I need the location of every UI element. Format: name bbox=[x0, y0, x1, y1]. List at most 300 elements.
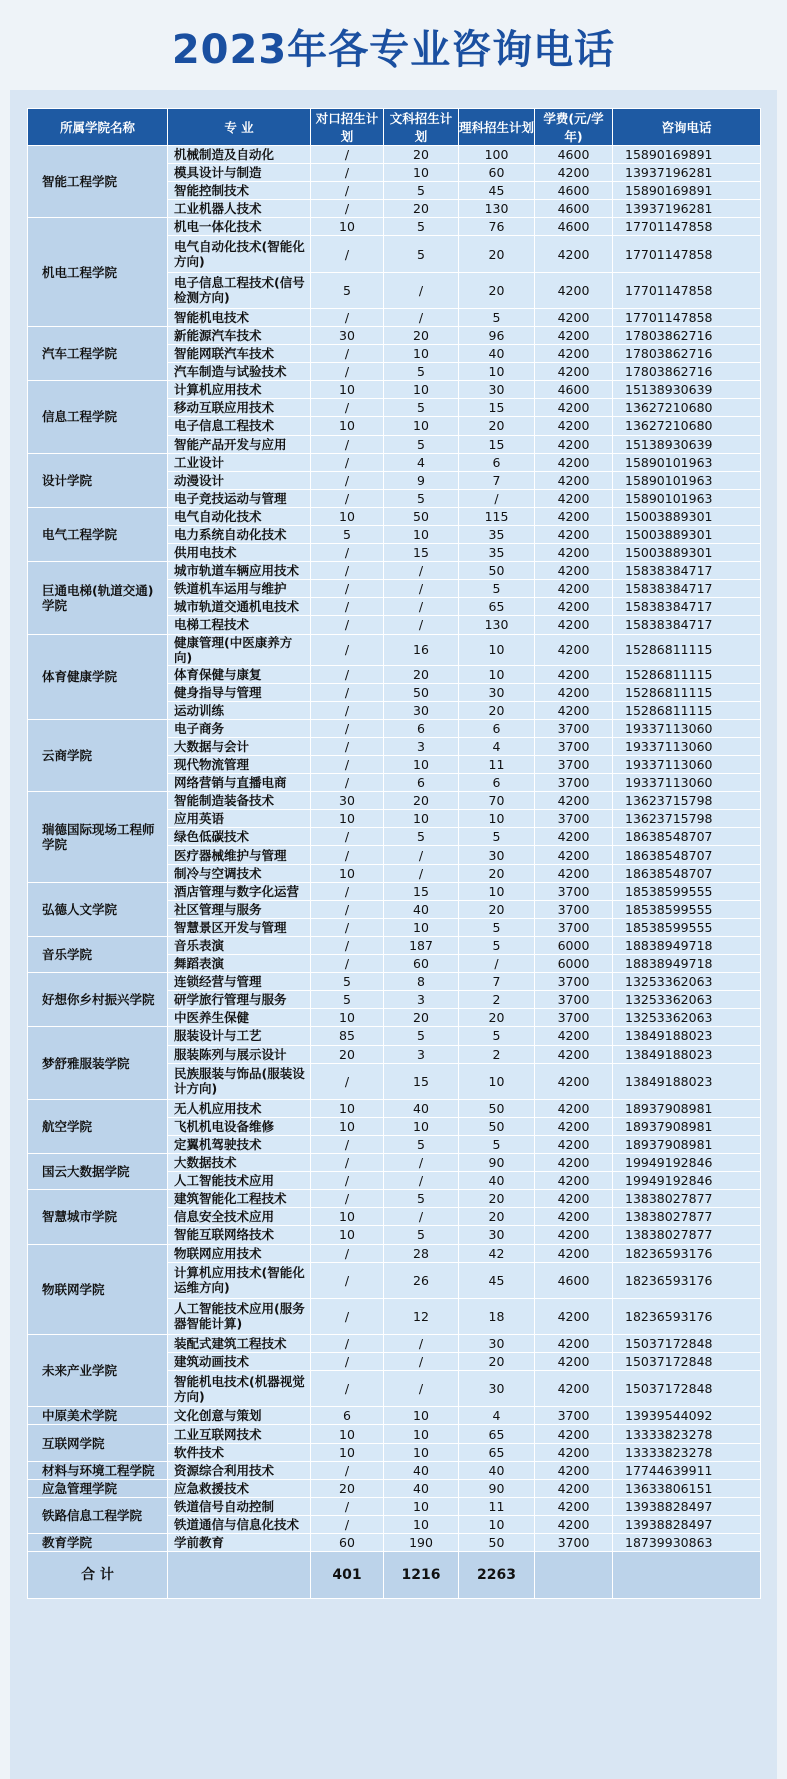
phone-cell: 18937908981 bbox=[613, 1135, 761, 1153]
dk-cell: / bbox=[311, 1154, 384, 1172]
dk-cell: / bbox=[311, 1515, 384, 1533]
header-row bbox=[28, 109, 761, 146]
wk-cell: 20 bbox=[384, 200, 459, 218]
dk-cell: 20 bbox=[311, 1479, 384, 1497]
wk-cell: 10 bbox=[384, 918, 459, 936]
dk-cell: / bbox=[311, 345, 384, 363]
fee-cell: 4200 bbox=[535, 489, 613, 507]
table-row bbox=[28, 1335, 761, 1353]
lk-cell: 30 bbox=[459, 381, 535, 399]
major-cell: 网络营销与直播电商 bbox=[168, 774, 311, 792]
phone-cell: 19949192846 bbox=[613, 1154, 761, 1172]
phone-cell: 15003889301 bbox=[613, 525, 761, 543]
dk-cell: 10 bbox=[311, 1099, 384, 1117]
fee-cell: 3700 bbox=[535, 1534, 613, 1552]
dk-cell: 10 bbox=[311, 1009, 384, 1027]
fee-cell: 4200 bbox=[535, 1425, 613, 1443]
phone-cell: 13623715798 bbox=[613, 792, 761, 810]
lk-cell: 96 bbox=[459, 326, 535, 344]
wk-cell: 26 bbox=[384, 1262, 459, 1298]
lk-cell: 10 bbox=[459, 1063, 535, 1099]
fee-cell: 4200 bbox=[535, 1479, 613, 1497]
wk-cell: 28 bbox=[384, 1244, 459, 1262]
wk-cell: 10 bbox=[384, 1515, 459, 1533]
dk-cell: / bbox=[311, 882, 384, 900]
wk-cell: 3 bbox=[384, 991, 459, 1009]
major-cell: 动漫设计 bbox=[168, 471, 311, 489]
header-dk: 对口招生计划 bbox=[311, 109, 384, 146]
college-name: 瑞德国际现场工程师学院 bbox=[28, 792, 168, 882]
table-row bbox=[28, 882, 761, 900]
consult-table bbox=[27, 108, 761, 1599]
phone-cell: 18937908981 bbox=[613, 1117, 761, 1135]
lk-cell: 20 bbox=[459, 236, 535, 272]
lk-cell: 20 bbox=[459, 1009, 535, 1027]
lk-cell: 40 bbox=[459, 1172, 535, 1190]
major-cell: 移动互联应用技术 bbox=[168, 399, 311, 417]
wk-cell: / bbox=[384, 308, 459, 326]
lk-cell: 10 bbox=[459, 810, 535, 828]
wk-cell: 10 bbox=[384, 525, 459, 543]
college-name: 未来产业学院 bbox=[28, 1335, 168, 1407]
fee-cell: 4200 bbox=[535, 345, 613, 363]
table-row bbox=[28, 381, 761, 399]
fee-cell: 4200 bbox=[535, 1190, 613, 1208]
wk-cell: / bbox=[384, 846, 459, 864]
college-name: 材料与环境工程学院 bbox=[28, 1461, 168, 1479]
dk-cell: 10 bbox=[311, 1443, 384, 1461]
table-row bbox=[28, 1534, 761, 1552]
lk-cell: / bbox=[459, 489, 535, 507]
college-name: 电气工程学院 bbox=[28, 507, 168, 561]
phone-cell: 13333823278 bbox=[613, 1443, 761, 1461]
wk-cell: / bbox=[384, 562, 459, 580]
fee-cell: 3700 bbox=[535, 774, 613, 792]
wk-cell: 20 bbox=[384, 665, 459, 683]
total-spacer bbox=[168, 1552, 311, 1599]
phone-cell: 15286811115 bbox=[613, 701, 761, 719]
fee-cell: 4200 bbox=[535, 1298, 613, 1334]
table-row bbox=[28, 146, 761, 164]
fee-cell: 4600 bbox=[535, 182, 613, 200]
major-cell: 定翼机驾驶技术 bbox=[168, 1135, 311, 1153]
fee-cell: 4200 bbox=[535, 1117, 613, 1135]
college-name: 物联网学院 bbox=[28, 1244, 168, 1334]
college-name: 应急管理学院 bbox=[28, 1479, 168, 1497]
major-cell: 研学旅行管理与服务 bbox=[168, 991, 311, 1009]
major-cell: 建筑智能化工程技术 bbox=[168, 1190, 311, 1208]
table-row bbox=[28, 1190, 761, 1208]
phone-cell: 17803862716 bbox=[613, 345, 761, 363]
lk-cell: 20 bbox=[459, 701, 535, 719]
phone-cell: 17701147858 bbox=[613, 272, 761, 308]
dk-cell: / bbox=[311, 1298, 384, 1334]
dk-cell: / bbox=[311, 1244, 384, 1262]
dk-cell: 10 bbox=[311, 810, 384, 828]
lk-cell: 11 bbox=[459, 756, 535, 774]
fee-cell: 4200 bbox=[535, 598, 613, 616]
fee-cell: 4200 bbox=[535, 164, 613, 182]
major-cell: 医疗器械维护与管理 bbox=[168, 846, 311, 864]
total-wk: 1216 bbox=[384, 1552, 459, 1599]
phone-cell: 13938828497 bbox=[613, 1497, 761, 1515]
dk-cell: / bbox=[311, 1461, 384, 1479]
major-cell: 大数据技术 bbox=[168, 1154, 311, 1172]
college-name: 好想你乡村振兴学院 bbox=[28, 973, 168, 1027]
dk-cell: / bbox=[311, 399, 384, 417]
major-cell: 物联网应用技术 bbox=[168, 1244, 311, 1262]
table-row bbox=[28, 1027, 761, 1045]
lk-cell: 10 bbox=[459, 634, 535, 665]
major-cell: 绿色低碳技术 bbox=[168, 828, 311, 846]
phone-cell: 15286811115 bbox=[613, 634, 761, 665]
wk-cell: / bbox=[384, 598, 459, 616]
fee-cell: 4200 bbox=[535, 1497, 613, 1515]
wk-cell: / bbox=[384, 1335, 459, 1353]
dk-cell: / bbox=[311, 164, 384, 182]
fee-cell: 4200 bbox=[535, 435, 613, 453]
fee-cell: 4200 bbox=[535, 1515, 613, 1533]
table-body bbox=[28, 146, 761, 1552]
fee-cell: 4200 bbox=[535, 326, 613, 344]
lk-cell: 20 bbox=[459, 417, 535, 435]
dk-cell: / bbox=[311, 562, 384, 580]
phone-cell: 18638548707 bbox=[613, 846, 761, 864]
lk-cell: 15 bbox=[459, 435, 535, 453]
page-title: 2023年各专业咨询电话 bbox=[171, 27, 616, 73]
major-cell: 计算机应用技术 bbox=[168, 381, 311, 399]
table-row bbox=[28, 326, 761, 344]
table-row bbox=[28, 1461, 761, 1479]
lk-cell: 115 bbox=[459, 507, 535, 525]
table-row bbox=[28, 719, 761, 737]
dk-cell: / bbox=[311, 1190, 384, 1208]
lk-cell: 35 bbox=[459, 544, 535, 562]
wk-cell: 15 bbox=[384, 882, 459, 900]
fee-cell: 4200 bbox=[535, 1335, 613, 1353]
fee-cell: 4200 bbox=[535, 525, 613, 543]
table-row bbox=[28, 1154, 761, 1172]
phone-cell: 13849188023 bbox=[613, 1045, 761, 1063]
fee-cell: 4200 bbox=[535, 417, 613, 435]
wk-cell: 10 bbox=[384, 1443, 459, 1461]
dk-cell: / bbox=[311, 683, 384, 701]
phone-cell: 15890101963 bbox=[613, 489, 761, 507]
fee-cell: 4200 bbox=[535, 846, 613, 864]
wk-cell: 20 bbox=[384, 146, 459, 164]
fee-cell: 4600 bbox=[535, 218, 613, 236]
fee-cell: 4200 bbox=[535, 634, 613, 665]
fee-cell: 4200 bbox=[535, 580, 613, 598]
phone-cell: 13253362063 bbox=[613, 991, 761, 1009]
lk-cell: 50 bbox=[459, 1534, 535, 1552]
lk-cell: 6 bbox=[459, 719, 535, 737]
phone-cell: 13939544092 bbox=[613, 1407, 761, 1425]
dk-cell: 10 bbox=[311, 218, 384, 236]
wk-cell: 10 bbox=[384, 810, 459, 828]
phone-cell: 15838384717 bbox=[613, 562, 761, 580]
phone-cell: 15838384717 bbox=[613, 598, 761, 616]
major-cell: 软件技术 bbox=[168, 1443, 311, 1461]
major-cell: 健康管理(中医康养方向) bbox=[168, 634, 311, 665]
wk-cell: 5 bbox=[384, 1226, 459, 1244]
dk-cell: / bbox=[311, 598, 384, 616]
wk-cell: 5 bbox=[384, 1190, 459, 1208]
wk-cell: 16 bbox=[384, 634, 459, 665]
lk-cell: 30 bbox=[459, 1226, 535, 1244]
phone-cell: 13937196281 bbox=[613, 200, 761, 218]
dk-cell: / bbox=[311, 1497, 384, 1515]
wk-cell: 5 bbox=[384, 182, 459, 200]
major-cell: 社区管理与服务 bbox=[168, 900, 311, 918]
phone-cell: 13849188023 bbox=[613, 1063, 761, 1099]
header-major: 专 业 bbox=[168, 109, 311, 146]
major-cell: 工业互联网技术 bbox=[168, 1425, 311, 1443]
lk-cell: 90 bbox=[459, 1479, 535, 1497]
wk-cell: 40 bbox=[384, 900, 459, 918]
wk-cell: / bbox=[384, 272, 459, 308]
lk-cell: 50 bbox=[459, 1099, 535, 1117]
fee-cell: 3700 bbox=[535, 756, 613, 774]
fee-cell: 4200 bbox=[535, 701, 613, 719]
phone-cell: 13623715798 bbox=[613, 810, 761, 828]
major-cell: 模具设计与制造 bbox=[168, 164, 311, 182]
major-cell: 舞蹈表演 bbox=[168, 955, 311, 973]
fee-cell: 4200 bbox=[535, 507, 613, 525]
wk-cell: 8 bbox=[384, 973, 459, 991]
phone-cell: 13849188023 bbox=[613, 1027, 761, 1045]
phone-cell: 18236593176 bbox=[613, 1298, 761, 1334]
lk-cell: 6 bbox=[459, 774, 535, 792]
dk-cell: / bbox=[311, 1172, 384, 1190]
major-cell: 文化创意与策划 bbox=[168, 1407, 311, 1425]
phone-cell: 18538599555 bbox=[613, 900, 761, 918]
lk-cell: 18 bbox=[459, 1298, 535, 1334]
phone-cell: 15890169891 bbox=[613, 182, 761, 200]
fee-cell: 3700 bbox=[535, 991, 613, 1009]
college-name: 国云大数据学院 bbox=[28, 1154, 168, 1190]
phone-cell: 19337113060 bbox=[613, 737, 761, 755]
college-name: 弘德人文学院 bbox=[28, 882, 168, 936]
fee-cell: 4200 bbox=[535, 453, 613, 471]
fee-cell: 4200 bbox=[535, 1443, 613, 1461]
phone-cell: 15138930639 bbox=[613, 435, 761, 453]
dk-cell: / bbox=[311, 774, 384, 792]
fee-cell: 3700 bbox=[535, 918, 613, 936]
table-row bbox=[28, 507, 761, 525]
phone-cell: 15037172848 bbox=[613, 1353, 761, 1371]
wk-cell: / bbox=[384, 1172, 459, 1190]
lk-cell: 42 bbox=[459, 1244, 535, 1262]
lk-cell: 2 bbox=[459, 1045, 535, 1063]
wk-cell: / bbox=[384, 1208, 459, 1226]
wk-cell: 3 bbox=[384, 737, 459, 755]
major-cell: 铁道通信与信息化技术 bbox=[168, 1515, 311, 1533]
dk-cell: / bbox=[311, 1262, 384, 1298]
fee-cell: 4200 bbox=[535, 363, 613, 381]
fee-cell: 4200 bbox=[535, 1353, 613, 1371]
major-cell: 健身指导与管理 bbox=[168, 683, 311, 701]
major-cell: 音乐表演 bbox=[168, 936, 311, 954]
dk-cell: 5 bbox=[311, 272, 384, 308]
dk-cell: 10 bbox=[311, 381, 384, 399]
dk-cell: / bbox=[311, 756, 384, 774]
lk-cell: 30 bbox=[459, 1335, 535, 1353]
fee-cell: 4200 bbox=[535, 471, 613, 489]
wk-cell: 5 bbox=[384, 363, 459, 381]
major-cell: 电力系统自动化技术 bbox=[168, 525, 311, 543]
table-row bbox=[28, 1407, 761, 1425]
fee-cell: 3700 bbox=[535, 810, 613, 828]
fee-cell: 4200 bbox=[535, 1208, 613, 1226]
major-cell: 装配式建筑工程技术 bbox=[168, 1335, 311, 1353]
table-row bbox=[28, 973, 761, 991]
major-cell: 无人机应用技术 bbox=[168, 1099, 311, 1117]
phone-cell: 19949192846 bbox=[613, 1172, 761, 1190]
major-cell: 工业机器人技术 bbox=[168, 200, 311, 218]
major-cell: 民族服装与饰品(服装设计方向) bbox=[168, 1063, 311, 1099]
table-row bbox=[28, 1244, 761, 1262]
dk-cell: / bbox=[311, 936, 384, 954]
major-cell: 智能制造装备技术 bbox=[168, 792, 311, 810]
major-cell: 铁道信号自动控制 bbox=[168, 1497, 311, 1515]
phone-cell: 15003889301 bbox=[613, 544, 761, 562]
fee-cell: 3700 bbox=[535, 719, 613, 737]
college-name: 信息工程学院 bbox=[28, 381, 168, 453]
phone-cell: 13627210680 bbox=[613, 417, 761, 435]
phone-cell: 13633806151 bbox=[613, 1479, 761, 1497]
fee-cell: 4600 bbox=[535, 1262, 613, 1298]
major-cell: 智能网联汽车技术 bbox=[168, 345, 311, 363]
lk-cell: 5 bbox=[459, 1135, 535, 1153]
lk-cell: 5 bbox=[459, 308, 535, 326]
total-dk: 401 bbox=[311, 1552, 384, 1599]
phone-cell: 15286811115 bbox=[613, 665, 761, 683]
college-name: 汽车工程学院 bbox=[28, 326, 168, 380]
wk-cell: 40 bbox=[384, 1479, 459, 1497]
major-cell: 铁道机车运用与维护 bbox=[168, 580, 311, 598]
fee-cell: 4200 bbox=[535, 1099, 613, 1117]
lk-cell: 60 bbox=[459, 164, 535, 182]
wk-cell: 10 bbox=[384, 381, 459, 399]
fee-cell: 3700 bbox=[535, 1009, 613, 1027]
lk-cell: 30 bbox=[459, 846, 535, 864]
wk-cell: 3 bbox=[384, 1045, 459, 1063]
lk-cell: 4 bbox=[459, 737, 535, 755]
phone-cell: 18538599555 bbox=[613, 882, 761, 900]
lk-cell: 20 bbox=[459, 272, 535, 308]
wk-cell: 15 bbox=[384, 1063, 459, 1099]
major-cell: 汽车制造与试验技术 bbox=[168, 363, 311, 381]
wk-cell: / bbox=[384, 1371, 459, 1407]
wk-cell: 50 bbox=[384, 683, 459, 701]
major-cell: 计算机应用技术(智能化运维方向) bbox=[168, 1262, 311, 1298]
total-spacer-3 bbox=[613, 1552, 761, 1599]
major-cell: 智能控制技术 bbox=[168, 182, 311, 200]
phone-cell: 13838027877 bbox=[613, 1190, 761, 1208]
phone-cell: 18638548707 bbox=[613, 864, 761, 882]
wk-cell: 5 bbox=[384, 489, 459, 507]
phone-cell: 17701147858 bbox=[613, 236, 761, 272]
major-cell: 智能产品开发与应用 bbox=[168, 435, 311, 453]
dk-cell: / bbox=[311, 846, 384, 864]
wk-cell: 5 bbox=[384, 1135, 459, 1153]
total-lk: 2263 bbox=[459, 1552, 535, 1599]
dk-cell: / bbox=[311, 719, 384, 737]
wk-cell: / bbox=[384, 1154, 459, 1172]
college-name: 铁路信息工程学院 bbox=[28, 1497, 168, 1533]
wk-cell: 10 bbox=[384, 417, 459, 435]
dk-cell: / bbox=[311, 544, 384, 562]
dk-cell: / bbox=[311, 1353, 384, 1371]
major-cell: 电气自动化技术(智能化方向) bbox=[168, 236, 311, 272]
table-row bbox=[28, 218, 761, 236]
wk-cell: 5 bbox=[384, 236, 459, 272]
fee-cell: 4200 bbox=[535, 828, 613, 846]
fee-cell: 4200 bbox=[535, 683, 613, 701]
dk-cell: 10 bbox=[311, 1425, 384, 1443]
lk-cell: 4 bbox=[459, 1407, 535, 1425]
wk-cell: 10 bbox=[384, 1407, 459, 1425]
college-name: 互联网学院 bbox=[28, 1425, 168, 1461]
wk-cell: 10 bbox=[384, 756, 459, 774]
lk-cell: 35 bbox=[459, 525, 535, 543]
dk-cell: 10 bbox=[311, 417, 384, 435]
table-row bbox=[28, 792, 761, 810]
dk-cell: / bbox=[311, 634, 384, 665]
header-wk: 文科招生计划 bbox=[384, 109, 459, 146]
wk-cell: 40 bbox=[384, 1099, 459, 1117]
major-cell: 建筑动画技术 bbox=[168, 1353, 311, 1371]
major-cell: 大数据与会计 bbox=[168, 737, 311, 755]
wk-cell: 10 bbox=[384, 1425, 459, 1443]
major-cell: 现代物流管理 bbox=[168, 756, 311, 774]
fee-cell: 4600 bbox=[535, 381, 613, 399]
wk-cell: 50 bbox=[384, 507, 459, 525]
phone-cell: 18838949718 bbox=[613, 936, 761, 954]
dk-cell: / bbox=[311, 1371, 384, 1407]
wk-cell: / bbox=[384, 616, 459, 634]
wk-cell: 12 bbox=[384, 1298, 459, 1334]
major-cell: 智慧景区开发与管理 bbox=[168, 918, 311, 936]
lk-cell: 6 bbox=[459, 453, 535, 471]
major-cell: 连锁经营与管理 bbox=[168, 973, 311, 991]
dk-cell: 20 bbox=[311, 1045, 384, 1063]
lk-cell: 130 bbox=[459, 200, 535, 218]
wk-cell: 10 bbox=[384, 345, 459, 363]
dk-cell: 10 bbox=[311, 1226, 384, 1244]
dk-cell: / bbox=[311, 665, 384, 683]
phone-cell: 18739930863 bbox=[613, 1534, 761, 1552]
wk-cell: 15 bbox=[384, 544, 459, 562]
college-name: 音乐学院 bbox=[28, 936, 168, 972]
dk-cell: / bbox=[311, 900, 384, 918]
major-cell: 体育保健与康复 bbox=[168, 665, 311, 683]
phone-cell: 18236593176 bbox=[613, 1262, 761, 1298]
lk-cell: 40 bbox=[459, 345, 535, 363]
fee-cell: 4200 bbox=[535, 308, 613, 326]
major-cell: 工业设计 bbox=[168, 453, 311, 471]
major-cell: 应急救援技术 bbox=[168, 1479, 311, 1497]
major-cell: 制冷与空调技术 bbox=[168, 864, 311, 882]
fee-cell: 4200 bbox=[535, 864, 613, 882]
major-cell: 中医养生保健 bbox=[168, 1009, 311, 1027]
lk-cell: 2 bbox=[459, 991, 535, 1009]
phone-cell: 15037172848 bbox=[613, 1335, 761, 1353]
lk-cell: 50 bbox=[459, 1117, 535, 1135]
lk-cell: 65 bbox=[459, 1443, 535, 1461]
major-cell: 信息安全技术应用 bbox=[168, 1208, 311, 1226]
